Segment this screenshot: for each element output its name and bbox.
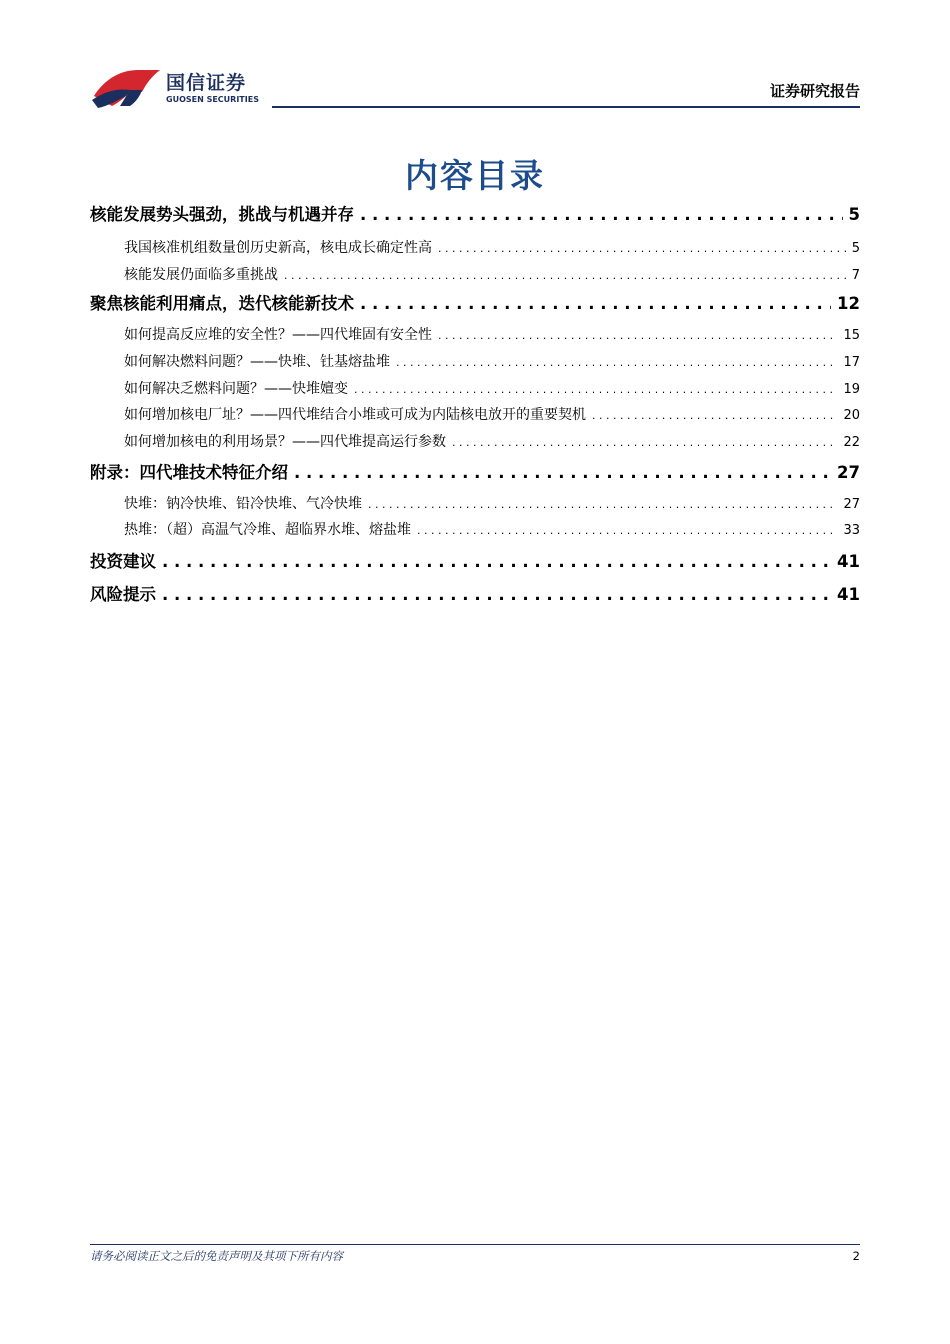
logo-english-name: GUOSEN SECURITIES [166, 95, 259, 104]
toc-entry-page-number: 15 [843, 328, 860, 343]
toc-dot-leader [438, 242, 846, 255]
toc-dot-leader [354, 383, 837, 396]
toc-subsection-link[interactable] [124, 493, 860, 513]
toc-entry-title: 如何增加核电厂址？——四代堆结合小堆或可成为内陆核电放开的重要契机 [124, 407, 586, 423]
toc-section-link[interactable] [90, 201, 860, 225]
toc-entry-title: 如何解决燃料问题？——快堆、钍基熔盐堆 [124, 354, 390, 370]
toc-entry-title: 附录：四代堆技术特征介绍 [90, 463, 288, 482]
toc-dot-leader [452, 436, 837, 449]
toc-entry-title: 核能发展势头强劲，挑战与机遇并存 [90, 205, 354, 224]
toc-entry-title: 核能发展仍面临多重挑战 [124, 267, 278, 283]
toc-subsection-link[interactable] [124, 378, 860, 398]
guosen-logo-icon [90, 66, 164, 110]
toc-entry-page-number: 33 [843, 523, 860, 538]
toc-entry-page-number: 19 [843, 382, 860, 397]
logo-chinese-name: 国信证券 [166, 72, 247, 94]
toc-dot-leader [284, 269, 846, 282]
footer-disclaimer: 请务必阅读正文之后的免责声明及其项下所有内容 [90, 1249, 343, 1263]
toc-dot-leader [162, 585, 831, 604]
toc-entry-page-number: 12 [837, 294, 860, 313]
toc-dot-leader [162, 552, 831, 571]
footer-divider [90, 1244, 860, 1245]
toc-entry-page-number: 17 [843, 355, 860, 370]
toc-entry-page-number: 20 [843, 408, 860, 423]
toc-entry-page-number: 27 [837, 463, 860, 482]
toc-entry-title: 如何解决乏燃料问题？——快堆嬗变 [124, 381, 348, 397]
report-type-label: 证券研究报告 [769, 82, 860, 100]
toc-entry-page-number: 41 [837, 552, 860, 571]
toc-entry-title: 投资建议 [90, 552, 156, 571]
toc-entry-page-number: 41 [837, 585, 860, 604]
toc-entry-page-number: 5 [848, 205, 860, 224]
page-number: 2 [852, 1249, 860, 1263]
toc-section-link[interactable] [90, 548, 860, 572]
toc-subsection-link[interactable] [124, 519, 860, 539]
toc-section-link[interactable] [90, 290, 860, 314]
toc-dot-leader [592, 409, 837, 422]
header-divider [272, 106, 860, 108]
company-logo [90, 62, 270, 110]
toc-subsection-link[interactable] [124, 431, 860, 451]
toc-entry-title: 如何增加核电的利用场景？——四代堆提高运行参数 [124, 434, 446, 450]
toc-dot-leader [360, 205, 843, 224]
toc-subsection-link[interactable] [124, 264, 860, 284]
toc-subsection-link[interactable] [124, 351, 860, 371]
toc-dot-leader [368, 498, 837, 511]
toc-subsection-link[interactable] [124, 237, 860, 257]
toc-entry-page-number: 22 [843, 435, 860, 450]
toc-section-link[interactable] [90, 581, 860, 605]
toc-entry-title: 快堆：钠冷快堆、铅冷快堆、气冷快堆 [124, 496, 362, 512]
toc-subsection-link[interactable] [124, 404, 860, 424]
page-title: 内容目录 [405, 156, 545, 195]
toc-dot-leader [396, 356, 837, 369]
toc-entry-title: 风险提示 [90, 585, 156, 604]
toc-entry-title: 我国核准机组数量创历史新高，核电成长确定性高 [124, 240, 432, 256]
toc-section-link[interactable] [90, 459, 860, 483]
toc-entry-title: 如何提高反应堆的安全性？——四代堆固有安全性 [124, 327, 432, 343]
page-header [90, 62, 860, 112]
toc-entry-title: 聚焦核能利用痛点，迭代核能新技术 [90, 294, 354, 313]
toc-entry-page-number: 7 [851, 268, 860, 283]
toc-entry-page-number: 27 [843, 497, 860, 512]
toc-dot-leader [360, 294, 831, 313]
toc-entry-title: 热堆：（超）高温气冷堆、超临界水堆、熔盐堆 [124, 522, 411, 538]
toc-entry-page-number: 5 [851, 241, 860, 256]
toc-subsection-link[interactable] [124, 324, 860, 344]
toc-dot-leader [417, 524, 837, 537]
toc-dot-leader [294, 463, 831, 482]
toc-dot-leader [438, 329, 837, 342]
